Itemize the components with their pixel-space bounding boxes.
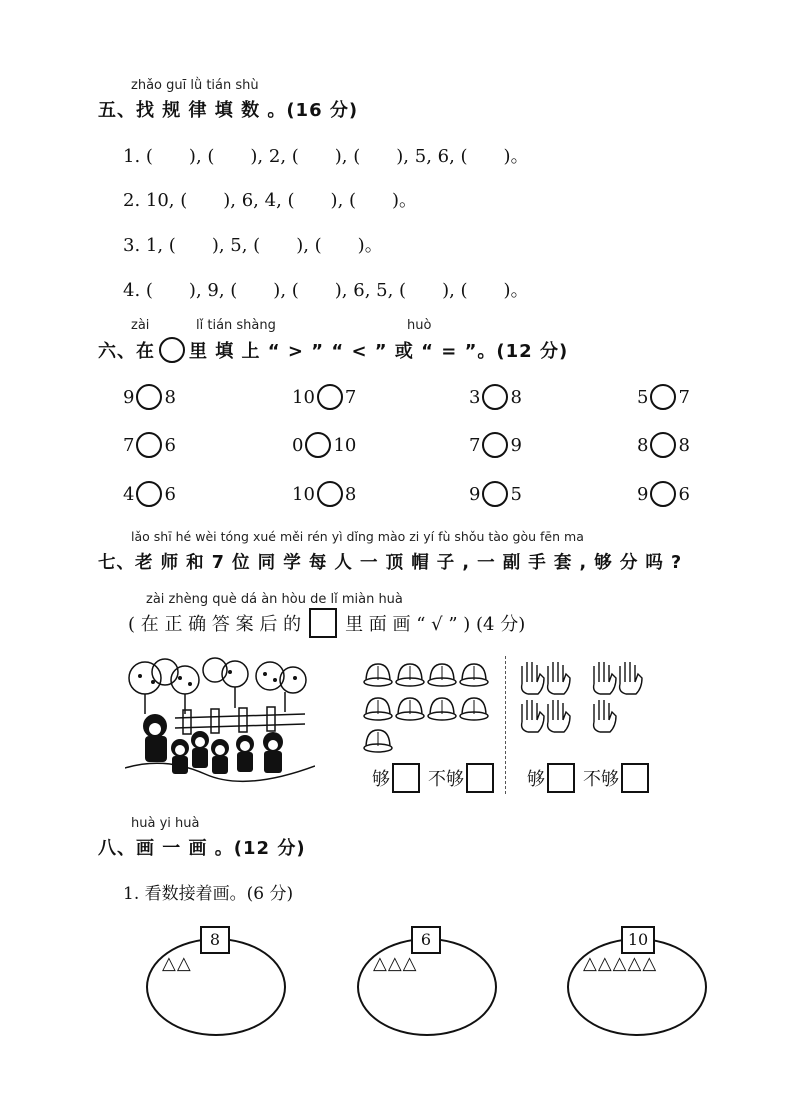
section5-line-2: 2. 10, ( ), 6, 4, ( ), ( )。 xyxy=(123,190,418,211)
section6-pinyin-li: lǐ tián shàng xyxy=(196,318,276,333)
compare-item: 4 6 xyxy=(123,481,176,507)
answer-circle[interactable] xyxy=(317,384,343,410)
oval-2-triangles: △△△ xyxy=(373,953,418,974)
enough-label: 够 xyxy=(372,769,390,790)
compare-item: 3 8 xyxy=(469,384,522,410)
answer-circle[interactable] xyxy=(136,384,162,410)
section5-pinyin: zhǎo guī lǜ tián shù xyxy=(131,78,259,93)
compare-item: 10 7 xyxy=(292,384,356,410)
compare-item: 10 8 xyxy=(292,481,356,507)
section6-title-suffix: 里 填 上 “ > ” “ < ” 或 “ = ”。(12 分) xyxy=(189,341,569,362)
compare-item: 9 6 xyxy=(637,481,690,507)
not-enough-label: 不够 xyxy=(428,769,464,790)
section7-pinyin-2: zài zhèng què dá àn hòu de lǐ miàn huà xyxy=(146,592,403,607)
oval-1-triangles: △△ xyxy=(162,953,192,974)
hats-not-enough-box[interactable] xyxy=(466,763,494,793)
gloves-enough-box[interactable] xyxy=(547,763,575,793)
section6-title-prefix: 六、在 xyxy=(98,341,155,362)
section7-instruction xyxy=(128,608,525,638)
compare-item: 7 6 xyxy=(123,432,176,458)
compare-item: 5 7 xyxy=(637,384,690,410)
hats-answer-row xyxy=(372,763,494,793)
compare-item: 9 5 xyxy=(469,481,522,507)
divider xyxy=(505,656,506,794)
circle-icon xyxy=(159,337,185,363)
section6-pinyin-zai: zài xyxy=(131,318,150,333)
section8-pinyin: huà yi huà xyxy=(131,816,200,831)
hats-illustration xyxy=(362,660,497,755)
section7-title: 七、老 师 和 7 位 同 学 每 人 一 顶 帽 子 , 一 副 手 套 , 够 分 吗 ? xyxy=(98,553,683,573)
instruction-prefix: ( 在 正 确 答 案 后 的 xyxy=(128,614,302,635)
section8-title: 八、画 一 画 。(12 分) xyxy=(98,838,306,859)
enough-label: 够 xyxy=(527,769,545,790)
answer-circle[interactable] xyxy=(305,432,331,458)
compare-item: 9 8 xyxy=(123,384,176,410)
answer-circle[interactable] xyxy=(136,432,162,458)
answer-circle[interactable] xyxy=(482,432,508,458)
hats-enough-box[interactable] xyxy=(392,763,420,793)
section8-subtitle: 1. 看数接着画。(6 分) xyxy=(123,884,294,904)
oval-3-number: 10 xyxy=(621,926,655,954)
compare-item: 8 8 xyxy=(637,432,690,458)
section5-title: 五、找 规 律 填 数 。(16 分) xyxy=(98,100,359,121)
instruction-suffix: 里 面 画 “ √ ” ) (4 分) xyxy=(345,614,526,635)
section6-title xyxy=(98,337,568,363)
gloves-not-enough-box[interactable] xyxy=(621,763,649,793)
section5-line-1: 1. ( ), ( ), 2, ( ), ( ), 5, 6, ( )。 xyxy=(123,146,529,167)
gloves-illustration xyxy=(518,656,668,736)
oval-2-number: 6 xyxy=(411,926,441,954)
answer-circle[interactable] xyxy=(317,481,343,507)
section5-line-3: 3. 1, ( ), 5, ( ), ( )。 xyxy=(123,235,383,256)
oval-3-triangles: △△△△△ xyxy=(583,953,658,974)
answer-circle[interactable] xyxy=(650,481,676,507)
answer-circle[interactable] xyxy=(650,384,676,410)
gloves-answer-row xyxy=(527,763,649,793)
not-enough-label: 不够 xyxy=(583,769,619,790)
oval-1-number: 8 xyxy=(200,926,230,954)
section6-pinyin-huo: huò xyxy=(407,318,432,333)
answer-circle[interactable] xyxy=(650,432,676,458)
glove-icon xyxy=(522,662,570,694)
section7-pinyin: lǎo shī hé wèi tóng xué měi rén yì dǐng mào zi yí fù shǒu tào gòu fēn ma xyxy=(131,529,584,544)
compare-item: 7 9 xyxy=(469,432,522,458)
answer-circle[interactable] xyxy=(136,481,162,507)
answer-box-sample xyxy=(309,608,337,638)
section5-line-4: 4. ( ), 9, ( ), ( ), 6, 5, ( ), ( )。 xyxy=(123,280,529,301)
answer-circle[interactable] xyxy=(482,481,508,507)
compare-item: 0 10 xyxy=(292,432,356,458)
answer-circle[interactable] xyxy=(482,384,508,410)
teacher-students-illustration xyxy=(125,656,315,786)
